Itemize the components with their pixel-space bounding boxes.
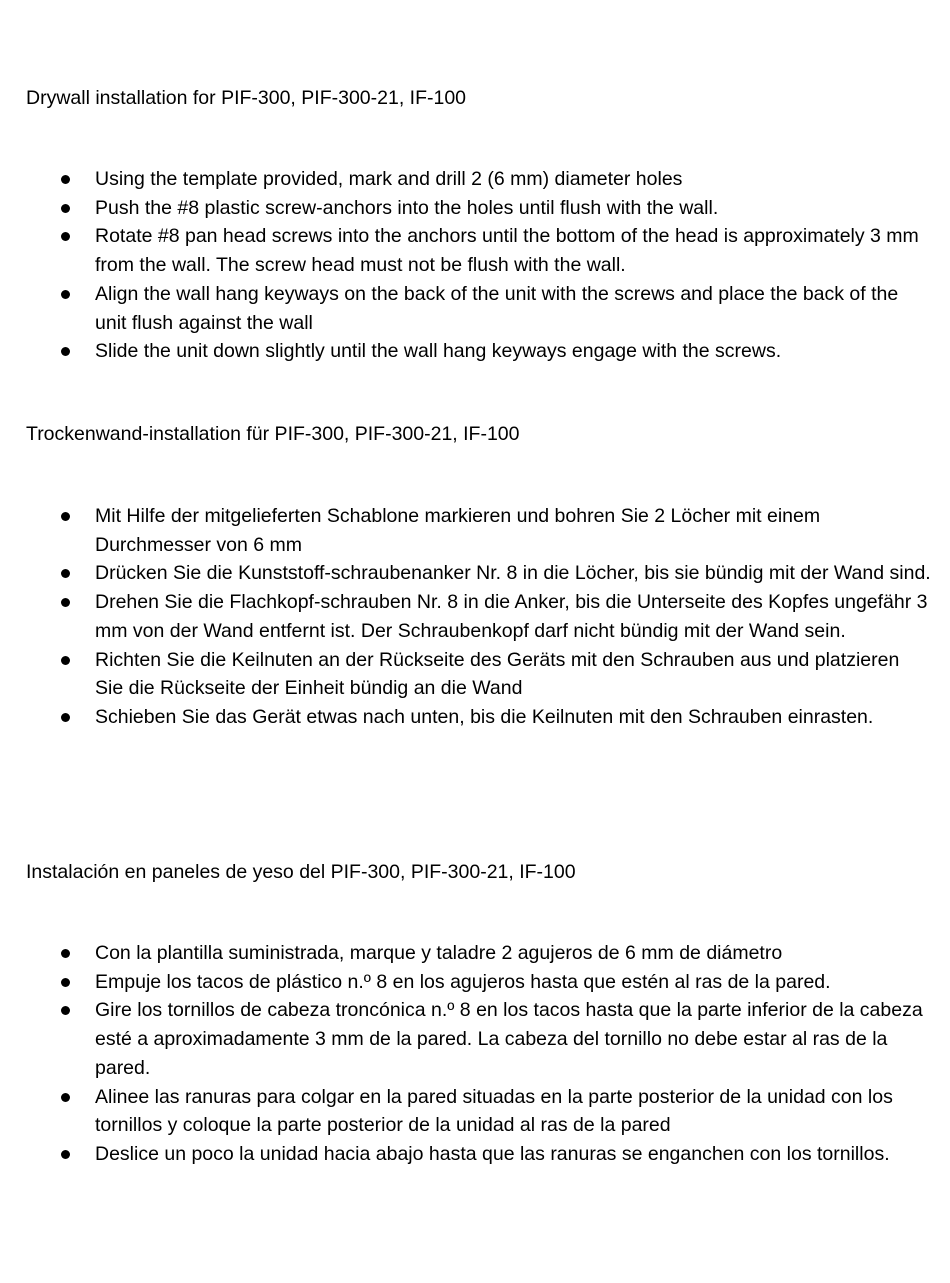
list-item	[0, 968, 950, 997]
spanish-heading: Instalación en paneles de yeso del PIF-300, PIF-300-21, IF-100	[26, 861, 576, 883]
bullet-icon	[61, 1093, 70, 1102]
bullet-icon	[61, 1006, 70, 1015]
list-item-text: Gire los tornillos de cabeza troncónica n.º 8 en los tacos hasta que la parte inferior de la cabeza esté a aproximadamente 3 mm de la pared. La cabeza del tornillo no debe estar al ras de la pared.	[95, 999, 923, 1079]
list-item	[0, 703, 950, 732]
list-item-text: Con la plantilla suministrada, marque y taladre 2 agujeros de 6 mm de diámetro	[95, 942, 783, 964]
list-item-text: Slide the unit down slightly until the wall hang keyways engage with the screws.	[95, 340, 782, 363]
list-item-text: Deslice un poco la unidad hacia abajo hasta que las ranuras se enganchen con los tornillos.	[95, 1142, 890, 1165]
list-item-text: Schieben Sie das Gerät etwas nach unten, bis die Keilnuten mit den Schrauben einrasten.	[95, 705, 874, 728]
list-item	[0, 939, 950, 968]
list-item	[0, 996, 950, 1082]
list-item-text: Push the #8 plastic screw-anchors into the holes until flush with the wall.	[95, 196, 719, 219]
bullet-icon	[61, 569, 70, 578]
bullet-icon	[61, 598, 70, 607]
list-item-text: Drücken Sie die Kunststoff-schraubenanker Nr. 8 in die Löcher, bis sie bündig mit der Wand sind.	[95, 562, 931, 585]
list-item	[0, 194, 950, 223]
german-instruction-list	[0, 502, 950, 732]
list-item	[0, 646, 950, 703]
bullet-icon	[61, 713, 70, 722]
list-item	[0, 280, 950, 337]
list-item-text: Using the template provided, mark and drill 2 (6 mm) diameter holes	[95, 168, 683, 190]
list-item-text: Empuje los tacos de plástico n.º 8 en los agujeros hasta que estén al ras de la pared.	[95, 970, 831, 993]
english-instruction-list	[0, 165, 950, 366]
list-item	[0, 222, 950, 279]
list-item-text: Rotate #8 pan head screws into the anchors until the bottom of the head is approximately 3 mm from the wall. The screw head must not be flush with the wall.	[95, 225, 919, 277]
bullet-icon	[61, 204, 70, 213]
list-item	[0, 165, 950, 194]
list-item-text: Richten Sie die Keilnuten an der Rückseite des Geräts mit den Schrauben aus und platzieren Sie die Rückseite der Einheit bündig an die Wand	[95, 648, 900, 700]
list-item-text: Align the wall hang keyways on the back of the unit with the screws and place the back of the unit flush against the wall	[95, 282, 899, 334]
bullet-icon	[61, 949, 70, 958]
list-item-text: Alinee las ranuras para colgar en la pared situadas en la parte posterior de la unidad con los tornillos y coloque la parte posterior de la unidad al ras de la pared	[95, 1085, 893, 1137]
list-item-text: Drehen Sie die Flachkopf-schrauben Nr. 8 in die Anker, bis die Unterseite des Kopfes ungefähr 3 mm von der Wand entfernt ist. Der Schraubenkopf darf nicht bündig mit der Wand sein.	[95, 591, 928, 642]
list-item	[0, 1083, 950, 1140]
bullet-icon	[61, 656, 70, 665]
bullet-icon	[61, 347, 70, 356]
list-item	[0, 1140, 950, 1169]
bullet-icon	[61, 978, 70, 987]
bullet-icon	[61, 175, 70, 184]
list-item	[0, 559, 950, 588]
bullet-icon	[61, 290, 70, 299]
german-heading: Trockenwand-installation für PIF-300, PIF-300-21, IF-100	[26, 423, 520, 445]
english-heading: Drywall installation for PIF-300, PIF-300-21, IF-100	[26, 87, 467, 109]
list-item	[0, 588, 950, 645]
list-item-text: Mit Hilfe der mitgelieferten Schablone markieren und bohren Sie 2 Löcher mit einem Durchmesser von 6 mm	[95, 505, 821, 556]
bullet-icon	[61, 232, 70, 241]
bullet-icon	[61, 1150, 70, 1159]
list-item	[0, 337, 950, 366]
bullet-icon	[61, 512, 70, 521]
list-item	[0, 502, 950, 559]
spanish-instruction-list	[0, 939, 950, 1169]
